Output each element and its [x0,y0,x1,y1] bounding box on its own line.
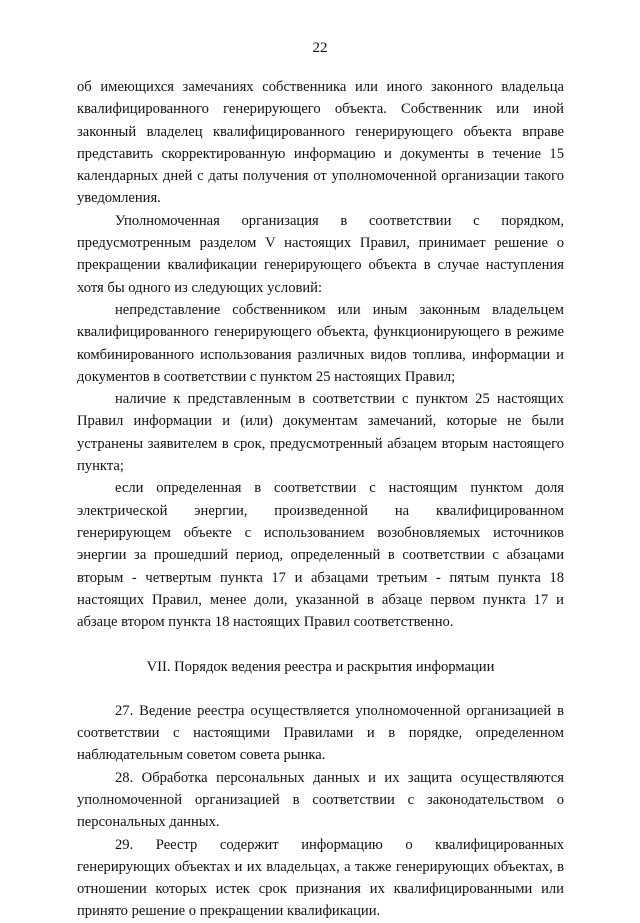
paragraph-27: 27. Ведение реестра осуществляется уполномоченной организацией в соответствии с настоящими Правилами и в порядке, определенном наблюдательным советом совета рынка. [77,702,564,764]
paragraph-28: 28. Обработка персональных данных и их защита осуществляются уполномоченной организацией в соответствии с законодательством о персональных данных. [77,769,564,831]
paragraph-termination-decision: Уполномоченная организация в соответствии с порядком, предусмотренным разделом V настоящих Правил, принимает решение о прекращении квалификации генерирующего объекта в случае наступления хотя бы одного из следующих условий: [77,212,564,296]
section-heading: VII. Порядок ведения реестра и раскрытия информации [146,659,495,676]
condition-item-3: если определенная в соответствии с настоящим пунктом доля электрической энергии, произведенной на квалифицированном генерирующем объекте с использованием возобновляемых источников энергии за прошедший период, определенный в соответствии с абзацами вторым - четвертым пункта 17 и абзацами третьим - пятым пункта 18 настоящих Правил, менее доли, указанной в абзаце первом пункта 17 и абзаце втором пункта 18 настоящих Правил соответственно. [77,480,564,631]
condition-item-2: наличие к представленным в соответствии с пунктом 25 настоящих Правил информации и (или) документам замечаний, которые не были устранены заявителем в срок, предусмотренный абзацем вторым настоящего пункта; [77,391,564,475]
paragraph-continuation: об имеющихся замечаниях собственника или иного законного владельца квалифицированного генерирующего объекта. Собственник или иной законный владелец квалифицированного генерирующего объекта вправе представить скорректированную информацию и документы в течение 15 календарных дней с даты получения от уполномоченной организации такого уведомления. [77,79,564,207]
condition-item-1: непредставление собственником или иным законным владельцем квалифицированного генерирующего объекта, функционирующего в режиме комбинированного использования различных видов топлива, информации и документов в соответствии с пунктом 25 настоящих Правил; [77,301,564,385]
page-number: 22 [312,40,328,56]
document-body [77,76,564,923]
paragraph-29: 29. Реестр содержит информацию о квалифицированных генерирующих объектах и их владельцах, а также генерирующих объектах, в отношении которых истек срок признания их квалифицированными или принято решение о прекращении квалификации. [77,836,564,920]
